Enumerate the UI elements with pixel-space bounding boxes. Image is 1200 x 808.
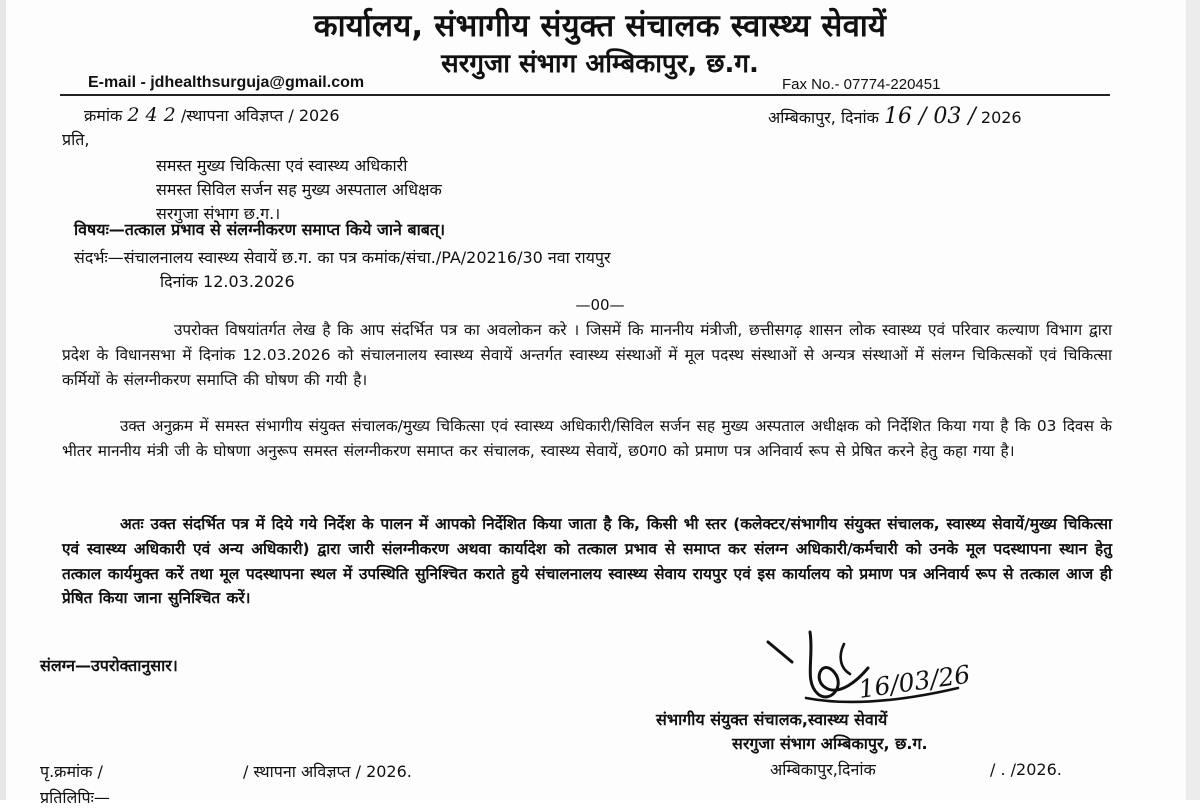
copy-to-label: प्रतिलिपिः— [40, 788, 110, 807]
endorsement-place-date: अम्बिकापुर,दिनांक [770, 760, 876, 779]
place-date-label: अम्बिकापुर, दिनांक [768, 108, 879, 127]
body-paragraph-2-text: उक्त अनुक्रम में समस्त संभागीय संयुक्त संचालक/मुख्य चिकित्सा एवं स्वास्थ्य अधिकारी/सिविल सर्जन सह मुख्य अस्पताल अधीक्षक को निर्देशित किया गया है कि 03 दिवस के भीतर माननीय मंत्री जी के घोषणा अनुरूप समस्त संलग्नीकरण समाप्त कर संचालक, स्वास्थ्य सेवायें, छ0ग0 को प्रमाण पत्र अनिवार्य रूप से प्रेषित करने हेतु कहा गया है। [62, 417, 1112, 460]
letter-date [768, 104, 1022, 129]
fax-number: Fax No.- 07774-220451 [782, 76, 941, 93]
signature-date-text: 16/03/26 [856, 659, 973, 704]
section-separator: —00— [575, 296, 625, 314]
signature [748, 628, 988, 714]
header-rule [60, 94, 1110, 96]
body-paragraph-2 [62, 414, 1112, 464]
recipient-line-2: समस्त सिविल सर्जन सह मुख्य अस्पताल अधिक्षक [156, 180, 442, 199]
body-paragraph-1 [62, 318, 1112, 392]
endorsement-number-label: पृ.क्रमांक / [40, 762, 103, 781]
reference-date: दिनांक 12.03.2026 [160, 272, 295, 291]
signatory-designation: संभागीय संयुक्त संचालक,स्वास्थ्य सेवायें [656, 710, 888, 729]
page-edge-right [1186, 0, 1200, 800]
reference-line: संदर्भः—संचालनालय स्वास्थ्य सेवायें छ.ग. का पत्र कमांक/संचा./PA/20216/30 नवा रायपुर [74, 248, 611, 267]
enclosure-note: संलग्न—उपरोक्तानुसार। [40, 656, 178, 675]
kramank-suffix: /स्थापना अविज्ञप्त / 2026 [180, 106, 340, 125]
subject-line: विषयः—तत्काल प्रभाव से संलग्नीकरण समाप्त किये जाने बाबत्। [74, 220, 446, 239]
kramank-label: क्रमांक [84, 106, 123, 125]
prati-label: प्रति, [62, 130, 90, 149]
letter-number [84, 104, 340, 126]
kramank-handwritten-number: 2 4 2 [127, 104, 176, 126]
date-year: 2026 [980, 108, 1022, 127]
recipient-line-3: सरगुजा संभाग छ.ग.। [156, 204, 281, 223]
body-paragraph-1-text: उपरोक्त विषयांतर्गत लेख है कि आप संदर्भित पत्र का अवलोकन करे । जिसमें कि माननीय मंत्रीजी, छत्तीसगढ़ शासन लोक स्वास्थ्य एवं परिवार कल्याण विभाग द्वारा प्रदेश के विधानसभा में दिनांक 12.03.2026 को संचालनालय स्वास्थ्य सेवायें अन्तर्गत स्वास्थ्य संस्थाओं में मूल पदस्थ संस्थाओं से अन्यत्र संस्थाओं में संलग्न चिकित्सकों एवं चिकित्सा कर्मियों के संलग्नीकरण समाप्ति की घोषण की गयी है। [62, 321, 1112, 389]
endorsement-date-blank: / . /2026. [990, 760, 1062, 779]
office-title: कार्यालय, संभागीय संयुक्त संचालक स्वास्थ्य सेवायें [313, 8, 887, 44]
email-address: E-mail - jdhealthsurguja@gmail.com [88, 74, 365, 91]
body-paragraph-3 [62, 512, 1112, 611]
handwritten-date: 16 / 03 / [884, 104, 976, 129]
page-edge-left [0, 0, 6, 800]
signature-scribble [748, 628, 988, 714]
endorsement-sthapana: / स्थापना अविज्ञप्त / 2026. [243, 762, 412, 781]
signatory-office: सरगुजा संभाग अम्बिकापुर, छ.ग. [732, 734, 928, 753]
office-place: सरगुजा संभाग अम्बिकापुर, छ.ग. [441, 49, 759, 79]
recipient-line-1: समस्त मुख्य चिकित्सा एवं स्वास्थ्य अधिकारी [156, 156, 408, 175]
body-paragraph-3-text: अतः उक्त संदर्भित पत्र में दिये गये निर्देश के पालन में आपको निर्देशित किया जाता है कि, किसी भी स्तर (कलेक्टर/संभागीय संयुक्त संचालक, स्वास्थ्य सेवायें/मुख्य चिकित्सा एवं स्वास्थ्य अधिकारी एवं अन्य अधिकारी) द्वारा जारी संलग्नीकरण अथवा कार्यादेश को तत्काल प्रभाव से समाप्त कर संलग्न अधिकारी/कर्मचारी को उनके मूल पदस्थापना स्थान हेतु तत्काल कार्यमुक्त करें तथा मूल पदस्थापना स्थल में उपस्थिति सुनिश्चित कराते हुये संचालनालय स्वास्थ्य सेवाय रायपुर एवं इस कार्यालय को प्रमाण पत्र अनिवार्य रूप से तत्काल आज ही प्रेषित किया जाना सुनिश्चित करें। [62, 515, 1112, 608]
